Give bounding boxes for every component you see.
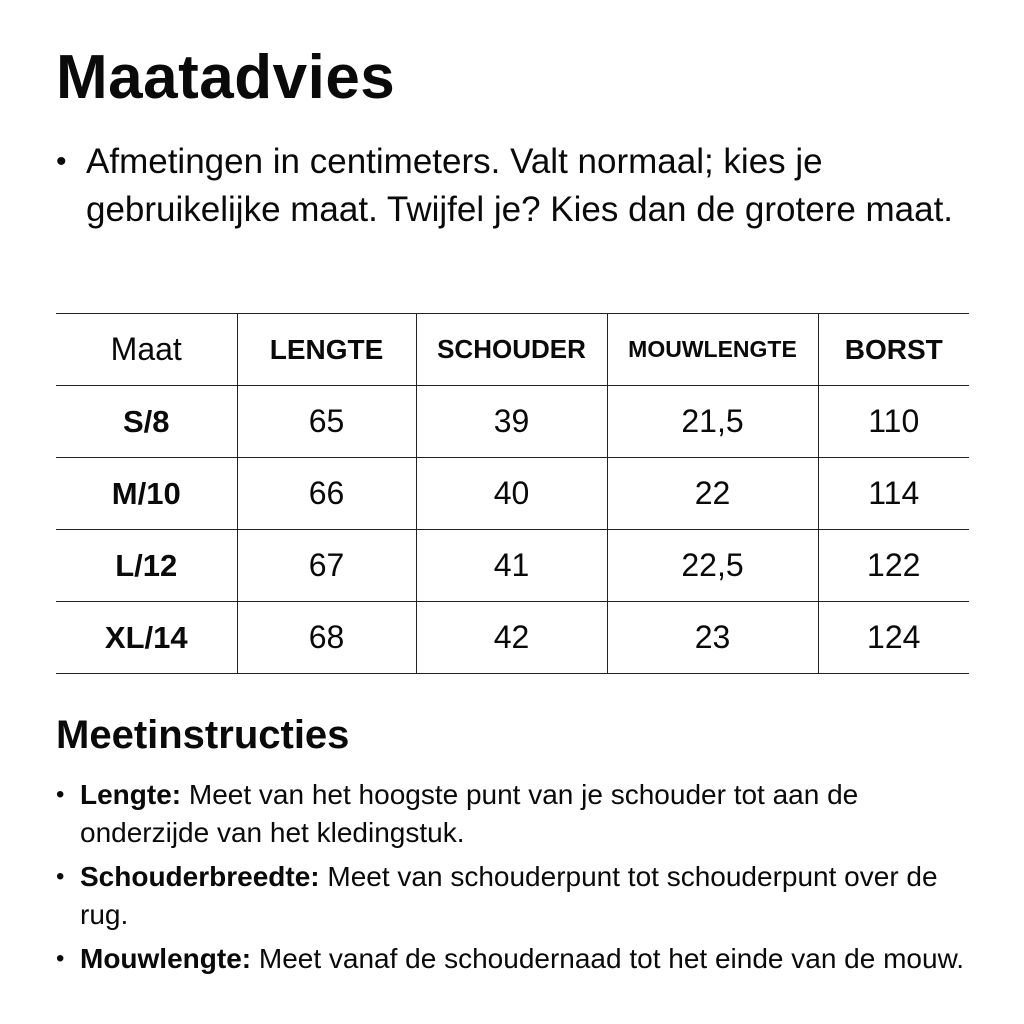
instructions-list [56,776,970,984]
instruction-item-schouderbreedte [56,858,970,934]
schouder-cell: 40 [416,458,607,530]
instruction-text: Meet vanaf de schoudernaad tot het einde van de mouw. [251,943,965,974]
instruction-item-mouwlengte [56,940,970,978]
intro-list [56,138,970,234]
bullet-icon: • [56,781,65,808]
table-row [56,602,969,674]
header-borst: BORST [818,314,969,386]
instruction-term: Lengte: [80,779,182,810]
borst-cell: 114 [818,458,969,530]
bullet-icon: • [56,945,65,972]
size-cell: M/10 [56,458,237,530]
size-cell: L/12 [56,530,237,602]
bullet-icon: • [56,863,65,890]
intro-text: Afmetingen in centimeters. Valt normaal; kies je gebruikelijke maat. Twijfel je? Kies dan de grotere maat. [86,142,954,229]
lengte-cell: 66 [237,458,416,530]
mouwlengte-cell: 23 [607,602,818,674]
instruction-text: Meet van het hoogste punt van je schouder tot aan de onderzijde van het kledingstuk. [80,779,859,848]
schouder-cell: 42 [416,602,607,674]
intro-item [56,138,970,234]
mouwlengte-cell: 22 [607,458,818,530]
borst-cell: 124 [818,602,969,674]
mouwlengte-cell: 21,5 [607,386,818,458]
table-row [56,386,969,458]
size-table [56,313,969,674]
lengte-cell: 65 [237,386,416,458]
instruction-term: Mouwlengte: [80,943,252,974]
lengte-cell: 67 [237,530,416,602]
size-cell: XL/14 [56,602,237,674]
header-lengte: LENGTE [237,314,416,386]
page-title: Maatadvies [56,43,396,112]
header-mouwlengte: MOUWLENGTE [607,314,818,386]
mouwlengte-cell: 22,5 [607,530,818,602]
borst-cell: 122 [818,530,969,602]
size-cell: S/8 [56,386,237,458]
instruction-term: Schouderbreedte: [80,861,320,892]
table-row [56,530,969,602]
table-header-row [56,314,969,386]
lengte-cell: 68 [237,602,416,674]
instructions-title: Meetinstructies [56,713,350,757]
header-schouder: SCHOUDER [416,314,607,386]
instruction-item-lengte [56,776,970,852]
bullet-icon: • [56,145,67,178]
header-maat: Maat [56,314,237,386]
instruction-text: Meet van schouderpunt tot schouderpunt over de rug. [80,861,938,930]
schouder-cell: 41 [416,530,607,602]
borst-cell: 110 [818,386,969,458]
schouder-cell: 39 [416,386,607,458]
table-row [56,458,969,530]
